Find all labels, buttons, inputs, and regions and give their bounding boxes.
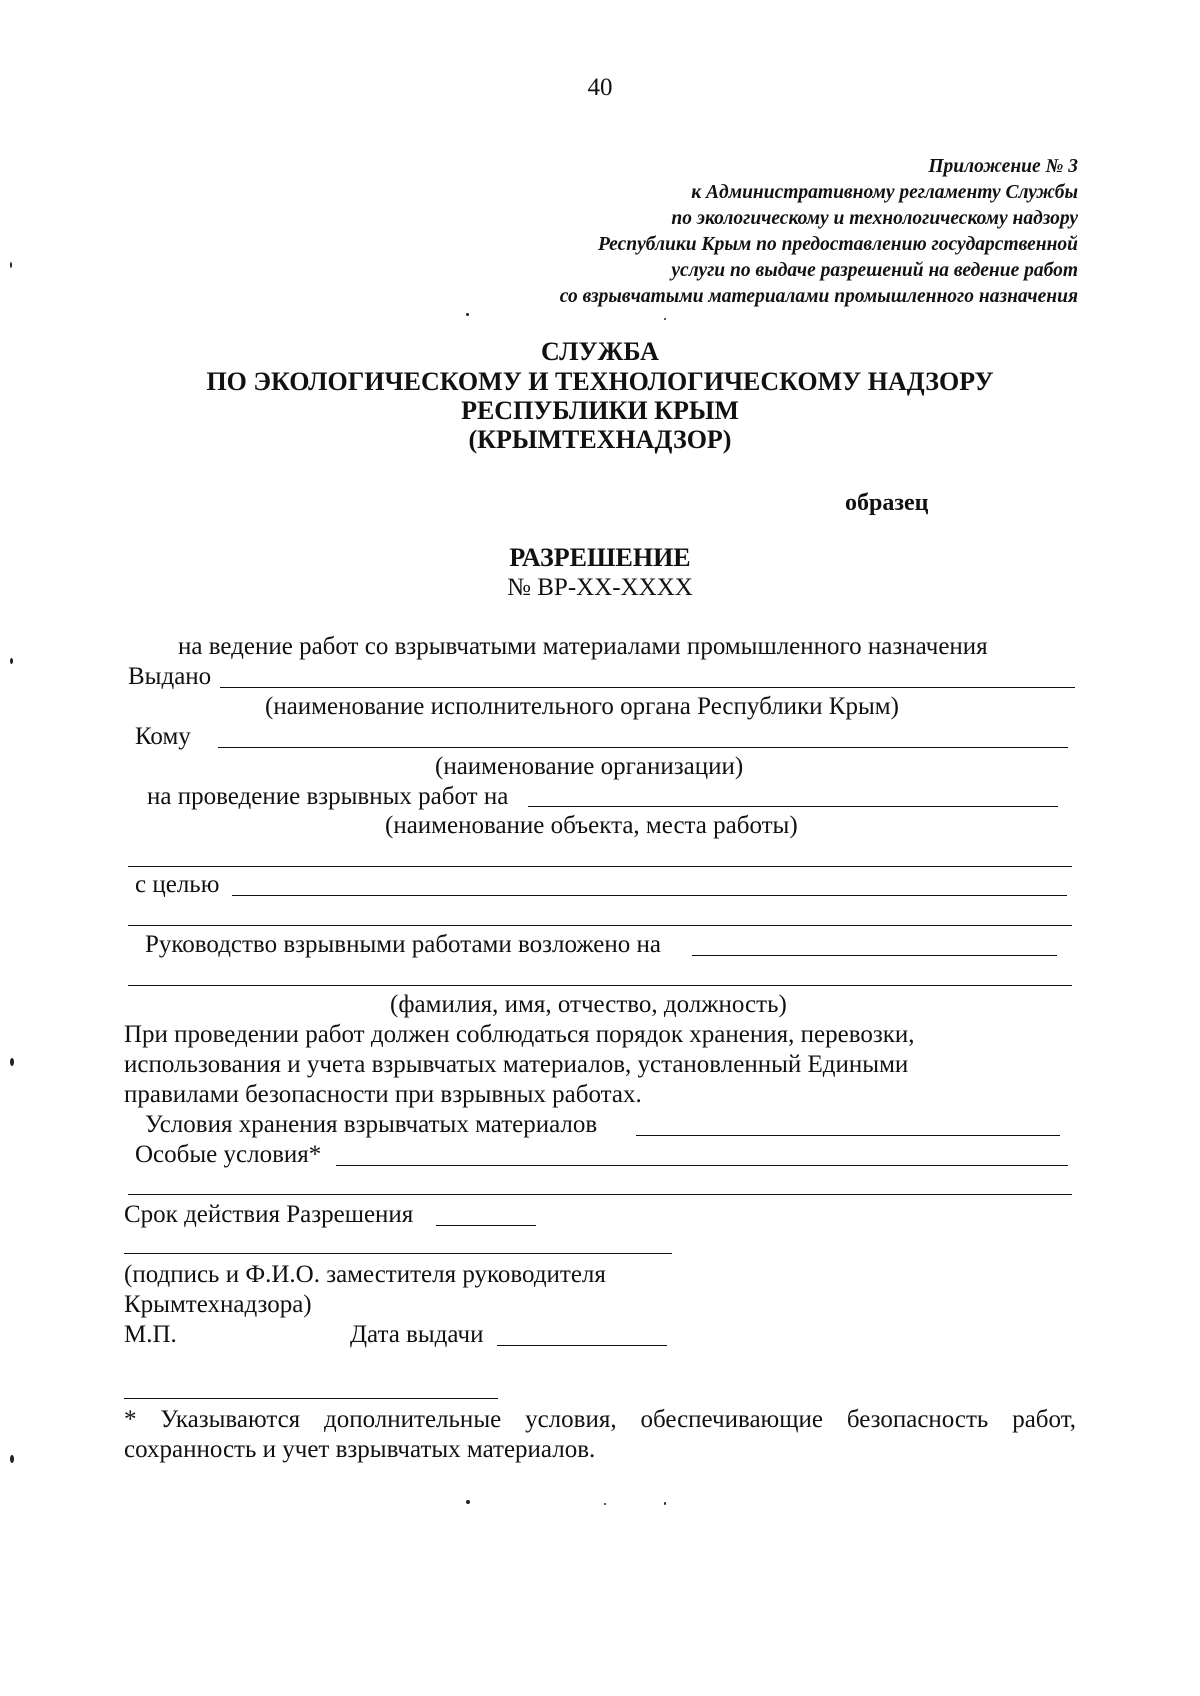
rules-text: использования и учета взрывчатых материалов, установленный Едиными bbox=[124, 1051, 909, 1078]
scan-speck bbox=[10, 262, 12, 268]
permit-subtitle: на ведение работ со взрывчатыми материалами промышленного назначения bbox=[178, 633, 988, 660]
agency-name-line1: СЛУЖБА bbox=[541, 337, 659, 366]
appendix-line: Приложение № 3 bbox=[928, 156, 1078, 177]
issued-label: Выдано bbox=[128, 663, 212, 690]
footnote-text: * Указываются дополнительные условия, обеспечивающие безопасность работ, bbox=[124, 1406, 1076, 1433]
footnote-divider bbox=[124, 1398, 498, 1399]
issued-field-line[interactable] bbox=[220, 687, 1075, 688]
manager-label: Руководство взрывными работами возложено на bbox=[145, 931, 661, 958]
scan-speck bbox=[466, 313, 469, 316]
signature-hint: (подпись и Ф.И.О. заместителя руководителя bbox=[124, 1261, 606, 1288]
page-number: 40 bbox=[587, 74, 613, 101]
appendix-line: Республики Крым по предоставлению государственной bbox=[597, 234, 1078, 255]
validity-label: Срок действия Разрешения bbox=[124, 1201, 414, 1228]
object-field-line-2[interactable] bbox=[128, 866, 1072, 867]
object-field-line[interactable] bbox=[528, 806, 1058, 807]
issued-hint: (наименование исполнительного органа Республики Крым) bbox=[265, 693, 899, 720]
scan-speck bbox=[664, 1502, 666, 1505]
permit-title: РАЗРЕШЕНИЕ bbox=[509, 543, 691, 572]
special-field-line-2[interactable] bbox=[128, 1194, 1072, 1195]
stamp-label: М.П. bbox=[124, 1321, 177, 1348]
rules-text: правилами безопасности при взрывных работах. bbox=[124, 1081, 642, 1108]
purpose-field-line-2[interactable] bbox=[128, 925, 1072, 926]
signature-hint: Крымтехнадзора) bbox=[124, 1291, 312, 1318]
sample-label: образец bbox=[845, 490, 929, 516]
rules-text: При проведении работ должен соблюдаться порядок хранения, перевозки, bbox=[124, 1021, 915, 1048]
scan-speck bbox=[604, 1503, 606, 1505]
to-field-line[interactable] bbox=[218, 747, 1068, 748]
to-hint: (наименование организации) bbox=[435, 753, 744, 780]
agency-name-line4: (КРЫМТЕХНАДЗОР) bbox=[468, 425, 732, 454]
storage-field-line[interactable] bbox=[636, 1135, 1060, 1136]
manager-hint: (фамилия, имя, отчество, должность) bbox=[390, 991, 787, 1018]
scan-speck bbox=[10, 1455, 14, 1463]
footnote-text: сохранность и учет взрывчатых материалов. bbox=[124, 1436, 596, 1463]
issue-date-label: Дата выдачи bbox=[350, 1321, 484, 1348]
issue-date-field-line[interactable] bbox=[497, 1345, 667, 1346]
purpose-field-line[interactable] bbox=[232, 895, 1067, 896]
purpose-label: с целью bbox=[135, 871, 220, 898]
appendix-line: со взрывчатыми материалами промышленного назначения bbox=[559, 286, 1078, 307]
validity-field-line[interactable] bbox=[436, 1225, 536, 1226]
appendix-line: к Административному регламенту Службы bbox=[691, 182, 1078, 203]
scan-speck bbox=[10, 1058, 14, 1066]
scan-speck bbox=[10, 658, 13, 664]
agency-name-line3: РЕСПУБЛИКИ КРЫМ bbox=[461, 396, 739, 425]
object-label: на проведение взрывных работ на bbox=[147, 783, 509, 810]
to-label: Кому bbox=[135, 723, 191, 750]
appendix-line: по экологическому и технологическому надзору bbox=[671, 208, 1078, 229]
storage-label: Условия хранения взрывчатых материалов bbox=[145, 1111, 598, 1138]
agency-name-line2: ПО ЭКОЛОГИЧЕСКОМУ И ТЕХНОЛОГИЧЕСКОМУ НАДЗОРУ bbox=[206, 367, 994, 396]
special-field-line[interactable] bbox=[336, 1165, 1068, 1166]
appendix-line: услуги по выдаче разрешений на ведение работ bbox=[671, 260, 1078, 281]
special-label: Особые условия* bbox=[135, 1141, 322, 1168]
signature-line[interactable] bbox=[124, 1253, 672, 1254]
permit-number: № ВР-ХХ-ХХХХ bbox=[507, 574, 693, 601]
manager-field-line-2[interactable] bbox=[128, 985, 1072, 986]
object-hint: (наименование объекта, места работы) bbox=[385, 812, 798, 839]
manager-field-line[interactable] bbox=[692, 955, 1057, 956]
scan-speck bbox=[664, 318, 666, 320]
scan-speck bbox=[466, 1500, 470, 1504]
